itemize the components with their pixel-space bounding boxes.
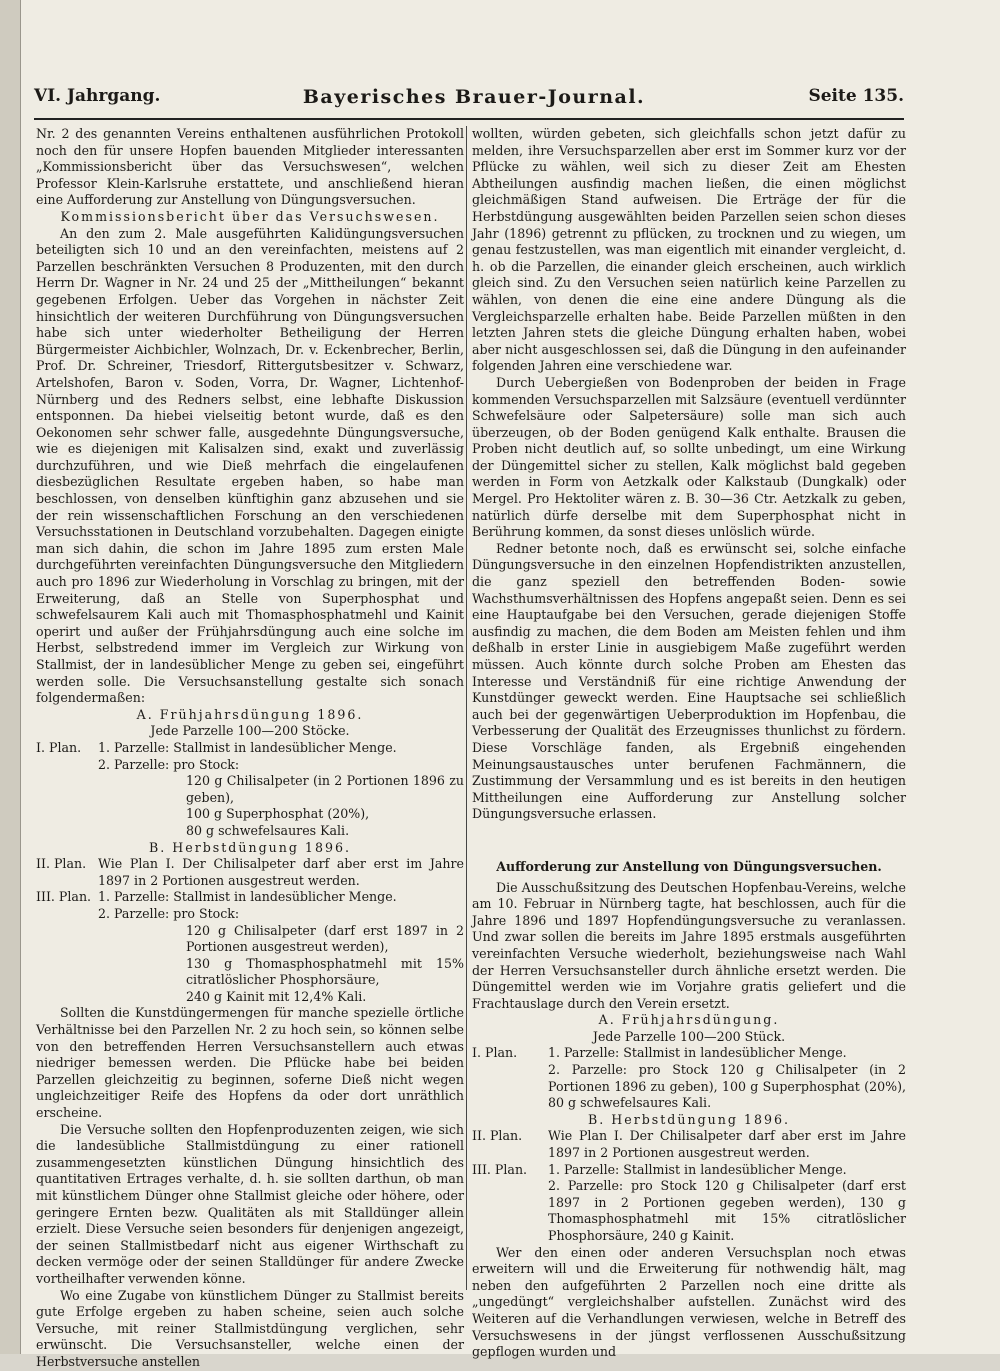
subheading-note: Jede Parzelle 100—200 Stöcke. [150,723,350,739]
plan-text: 2. Parzelle: pro Stock 120 g Chilisalpeter (darf erst 1897 in 2 Portionen gegeben werden), 130 g Thomasphosphatmehl mit 15% citratlöslicher Phosphorsäure, 240 g Kainit. [548,1178,906,1243]
right-column [472,126,906,1361]
plan-row [472,1178,906,1244]
subheading: A. Frühjahrsdüngung 1896. [136,706,364,722]
article-heading: Aufforderung zur Anstellung von Düngungsversuchen. [496,858,882,874]
header-rule [34,118,904,120]
subheading: B. Herbstdüngung 1896. [588,1111,790,1127]
plan-detail: 100 g Superphosphat (20%), [186,806,370,822]
paragraph: An den zum 2. Male ausgeführten Kalidüngungsversuchen beteiligten sich 10 und an den vereinfachten, meistens auf 2 Parzellen beschränkten Versuchen 8 Produzenten, mit den durch Herrn Dr. Wagner in Nr. 24 und 25 der „Mittheilungen“ bekannt gegebenen Erfolgen. Ueber das Vorgehen in nächster Zeit hinsichtlich der weiteren Durchführung von Düngungsversuchen habe sich unter wiederholter Betheiligung der Herren Bürgermeister Aichbichler, Wolnzach, Dr. v. Eckenbrecher, Berlin, Prof. Dr. Schreiner, Triesdorf, Rittergutsbesitzer v. Schwarz, Artelshofen, Baron v. Soden, Vorra, Dr. Wagner, Lichtenhof-Nürnberg und des Redners selbst, eine lebhafte Diskussion entsponnen. Da hiebei vielseitig betont wurde, daß es den Oekonomen sehr schwer falle, ausgedehnte Düngungsversuche, wie es diejenigen mit Kalisalzen sind, exakt und zuverlässig durchzuführen, und wie Dieß mehrfach die eingelaufenen diesbezüglichen Resultate ergeben haben, so habe man beschlossen, von denselben künftighin ganz abzusehen und sie der rein wissenschaftlichen Forschung an den verschiedenen Versuchsstationen in Deutschland vorzubehalten. Dagegen einigte man sich dahin, die schon im Jahre 1895 zum ersten Male durchgeführten vereinfachten Düngungsversuche den Mitgliedern auch pro 1896 zur Wiederholung in Vorschlag zu bringen, mit der Erweiterung, daß an Stelle von Superphosphat und schwefelsaurem Kali auch mit Thomasphosphatmehl und Kainit operirt und außer der Frühjahrsdüngung auch eine solche im Herbst, selbstredend immer im Vergleich zur Wirkung von Stallmist, der in landesüblicher Menge zu geben sei, eingeführt werden solle. Die Versuchsanstellung gestalte sich sonach folgendermaßen: [36,225,464,706]
plan-row [36,757,464,774]
paragraph: wollten, würden gebeten, sich gleichfalls schon jetzt dafür zu melden, ihre Versuchsparzellen aber erst im Sommer kurz vor der Pflücke zu wählen, weil sich zu dieser Zeit am Ehesten Abtheilungen ausfindig machen ließen, die einen möglichst gleichmäßigen Stand aufweisen. Die Erträge der für die Herbstdüngung ausgewählten beiden Parzellen seien schon dieses Jahr (1896) getrennt zu pflücken, zu trocknen und zu wiegen, um genau festzustellen, was man eigentlich mit einander vergleicht, d. h. ob die Parzellen, die einander gleich erscheinen, auch wirklich gleich sind. Zu den Versuchen seien natürlich keine Parzellen zu wählen, von denen die eine eine andere Düngung als die Vergleichsparzelle erhalten habe. Beide Parzellen müßten in den letzten Jahren stets die gleiche Düngung erhalten haben, wobei aber nicht ausgeschlossen sei, daß die Düngung in den aufeinander folgenden Jahren eine verschiedene war. [472,126,906,374]
page-binding-edge [0,0,21,1354]
plan-text: 1. Parzelle: Stallmist in landesüblicher Menge. [548,1161,847,1177]
plan-text: 2. Parzelle: pro Stock 120 g Chilisalpeter (in 2 Portionen 1896 zu geben), 100 g Superphosphat (20%), 80 g schwefelsaures Kali. [548,1062,906,1111]
plan-text: 2. Parzelle: pro Stock: [98,905,240,921]
paragraph: Nr. 2 des genannten Vereins enthaltenen ausführlichen Protokoll noch den für unsere Hopfen bauenden Mitglieder interessanten „Kommissionsbericht über das Versuchswesen“, welchen Professor Klein-Karlsruhe erstattete, und anschließend hieran eine Aufforderung zur Anstellung von Düngungsversuchen. [36,126,464,208]
plan-label: III. Plan. [36,889,92,905]
plan-text: Wie Plan I. Der Chilisalpeter darf aber erst im Jahre 1897 in 2 Portionen ausgestreut werden. [548,1128,906,1161]
page-number: Seite 135. [808,86,904,106]
plan-detail: 240 g Kainit mit 12,4% Kali. [186,988,367,1004]
paragraph: Wo eine Zugabe von künstlichem Dünger zu Stallmist bereits gute Erfolge ergeben zu haben scheine, seien auch solche Versuche, mit reiner Stallmistdüngung verglichen, sehr erwünscht. Die Versuchsansteller, welche einen der Herbstversuche anstellen [36,1287,464,1369]
plan-row [36,740,464,757]
plan-row [472,1128,906,1161]
plan-detail: 80 g schwefelsaures Kali. [186,822,350,838]
paragraph: Durch Uebergießen von Bodenproben der beiden in Frage kommenden Versuchsparzellen mit Salzsäure (eventuell verdünnter Schwefelsäure oder Salpetersäure) solle man sich auch überzeugen, ob der Boden genügend Kalk enthalte. Brausen die Proben nicht deutlich auf, so sollte unbedingt, um eine Wirkung der Düngemittel sicher zu stellen, Kalk möglichst bald gegeben werden in Form von Aetzkalk oder Kalkstaub (Dungkalk) oder Mergel. Pro Hektoliter wären z. B. 30—36 Ctr. Aetzkalk zu geben, natürlich dürfe derselbe mit dem Superphosphat nicht in Berührung kommen, da sonst dieses unlöslich würde. [472,374,906,540]
plan-row [472,1045,906,1062]
plan-text: 1. Parzelle: Stallmist in landesüblicher Menge. [98,739,397,755]
paragraph: Sollten die Kunstdüngermengen für manche spezielle örtliche Verhältnisse bei den Parzellen Nr. 2 zu hoch sein, so können selbe von den betreffenden Herren Versuchsanstellern auch etwas niedriger bemessen werden. Die Pflücke habe bei beiden Parzellen gleichzeitig zu beginnen, soferne Dieß nicht wegen ungleichzeitiger Reife des Hopfens da oder dort unräthlich erscheine. [36,1005,464,1121]
plan-text: Wie Plan I. Der Chilisalpeter darf aber erst im Jahre 1897 in 2 Portionen ausgestreut werden. [98,856,464,888]
plan-detail: 120 g Chilisalpeter (darf erst 1897 in 2 Portionen ausgestreut werden), [186,922,464,955]
plan-label: II. Plan. [36,856,87,872]
paragraph: Redner betonte noch, daß es erwünscht sei, solche einfache Düngungsversuche in den einzelnen Hopfendistrikten anzustellen, die ganz speziell den betreffenden Boden- sowie Wachsthumsverhältnissen des Hopfens angepaßt seien. Denn es sei eine Hauptaufgabe bei den Versuchen, gerade diejenigen Stoffe ausfindig zu machen, die dem Boden am Meisten fehlen und ihm deßhalb in erster Linie in ausgiebigem Maße zugeführt werden müssen. Auch könnte durch solche Proben am Ehesten das Interesse und Verständniß für eine richtige Anwendung der Kunstdünger geweckt werden. Eine Hauptsache sei schließlich auch bei der gegenwärtigen Ueberproduktion im Hopfenbau, die Verbesserung der Qualität des Erzeugnisses thunlichst zu fördern. Diese Vorschläge fanden, als Ergebniß eingehenden Meinungsaustausches unter berufenen Fachmännern, die Zustimmung der Versammlung und es ist bereits in den heutigen Mittheilungen eine Aufforderung zur Anstellung solcher Düngungsversuche erlassen. [472,540,906,822]
plan-text: 1. Parzelle: Stallmist in landesüblicher Menge. [548,1045,847,1061]
plan-row [472,1062,906,1112]
plan-text: 1. Parzelle: Stallmist in landesüblicher Menge. [98,889,397,905]
paragraph: Die Versuche sollten den Hopfenproduzenten zeigen, wie sich die landesübliche Stallmistdüngung zu einer rationell zusammengesetzten künstlichen Düngung hinsichtlich des quantitativen Ertrages verhalte, d. h. sie sollten darthun, ob man mit künstlichem Dünger ohne Stallmist gleiche oder höhere, oder geringere Ernten bezw. Qualitäten als mit Stalldünger allein erzielt. Diese Versuche seien besonders für denjenigen angezeigt, der seinen Stallmistbedarf nicht aus eigener Wirthschaft zu decken vermöge oder der seinen Stalldünger für andere Zwecke vortheilhafter verwenden könne. [36,1121,464,1286]
paragraph: Wer den einen oder anderen Versuchsplan noch etwas erweitern will und die Erweiterung für nothwendig hält, mag neben den aufgeführten 2 Parzellen noch eine dritte als „ungedüngt“ vergleichshalber aufstellen. Zunächst wird des Weiteren auf die Verhandlungen verwiesen, welche in Betreff des Versuchswesens in der jüngst verflossenen Ausschußsitzung gepflogen wurden und [472,1244,906,1360]
column-divider [466,126,467,1290]
plan-detail: 130 g Thomasphosphatmehl mit 15% citratlöslicher Phosphorsäure, [186,955,464,988]
paragraph: Die Ausschußsitzung des Deutschen Hopfenbau-Vereins, welche am 10. Februar in Nürnberg tagte, hat beschlossen, auch für die Jahre 1896 und 1897 Hopfendüngungsversuche zu veranlassen. Und zwar sollen die bereits im Jahre 1895 erstmals ausgeführten vereinfachten Versuche wiederholt, beziehungsweise nach Wahl der Herren Versuchsansteller durch ähnliche ersetzt werden. Die Düngemittel werden wie im Vorjahre gratis geliefert und die Frachtauslage durch den Verein ersetzt. [472,879,906,1011]
subheading: A. Frühjahrsdüngung. [598,1012,780,1028]
running-head [34,86,904,116]
plan-text: 2. Parzelle: pro Stock: [98,756,240,772]
plan-label: II. Plan. [472,1128,523,1144]
plan-row [36,906,464,923]
plan-row [36,856,464,889]
plan-label: I. Plan. [36,739,82,755]
subheading: B. Herbstdüngung 1896. [149,839,351,855]
left-column [36,126,464,1371]
plan-row [36,889,464,906]
plan-detail: 120 g Chilisalpeter (in 2 Portionen 1896 zu geben), [186,773,464,805]
section-heading: Kommissionsbericht über das Versuchswesen. [60,208,440,224]
subheading-note: Jede Parzelle 100—200 Stück. [592,1028,786,1044]
plan-label: I. Plan. [472,1045,518,1061]
volume-label: VI. Jahrgang. [34,86,161,106]
plan-row [472,1162,906,1179]
journal-title: Bayerisches Brauer-Journal. [302,86,646,108]
plan-label: III. Plan. [472,1161,528,1177]
